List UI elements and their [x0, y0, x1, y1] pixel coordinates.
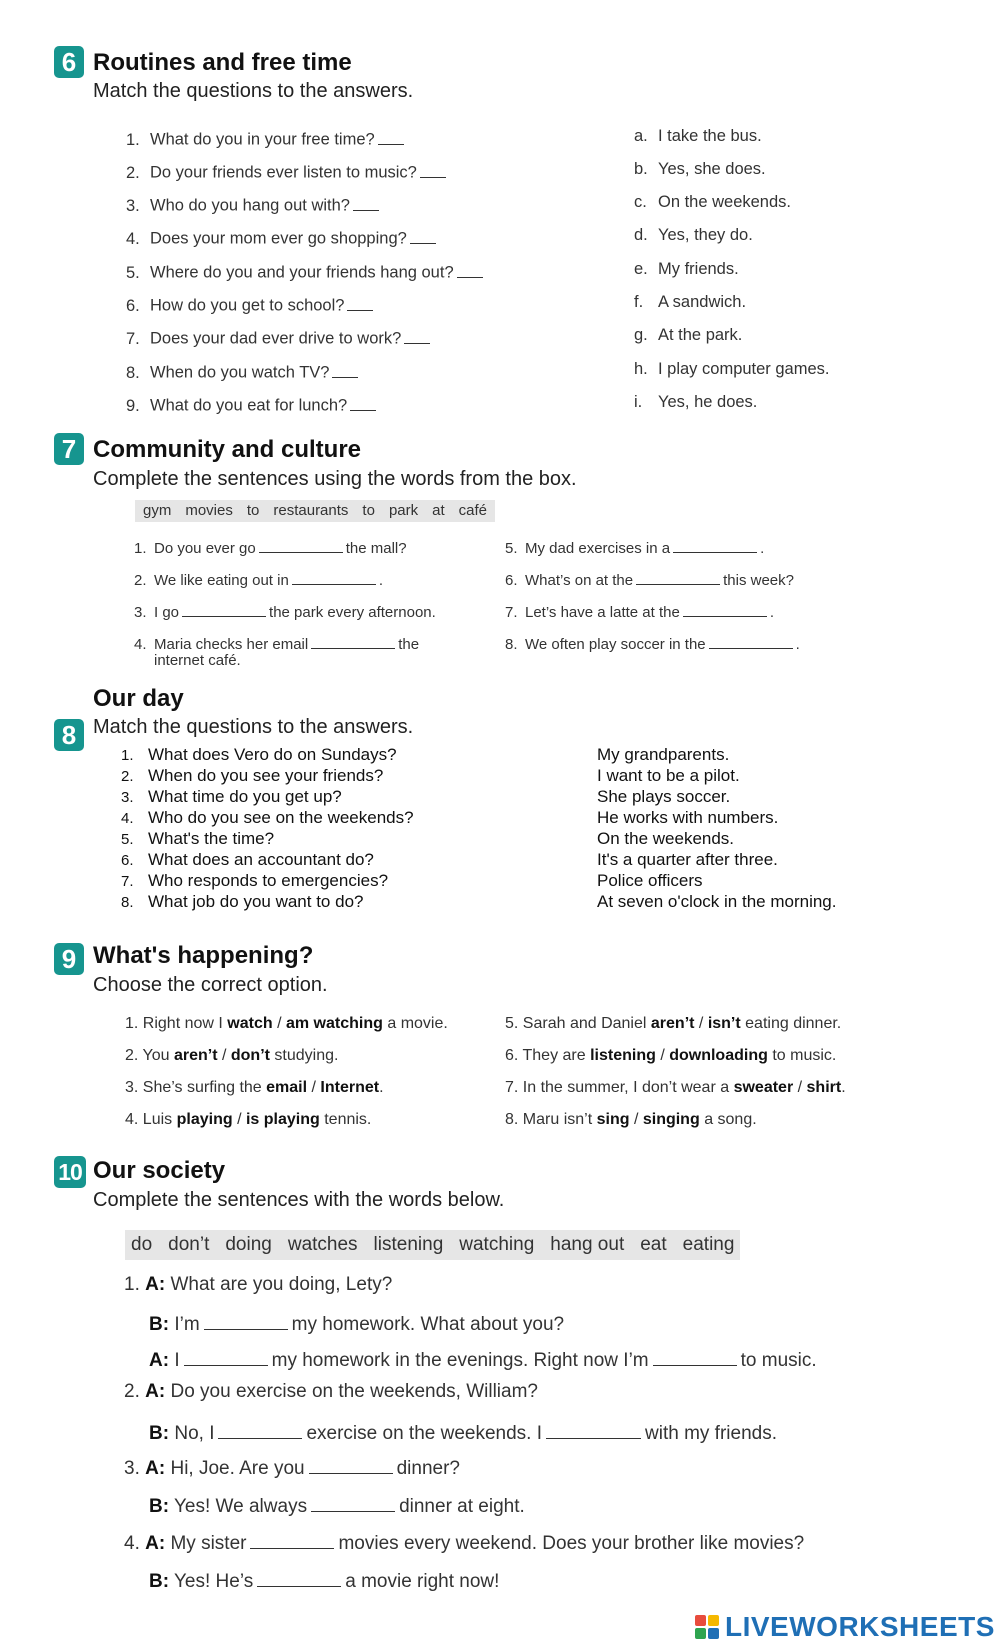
choice-item: 3. She’s surfing the email / Internet.: [125, 1079, 384, 1096]
option-2[interactable]: shirt: [806, 1079, 842, 1096]
match-answer[interactable]: She plays soccer.: [597, 787, 731, 806]
option-2[interactable]: singing: [642, 1111, 700, 1128]
logo-grid-icon: [695, 1615, 719, 1639]
option-1[interactable]: aren’t: [650, 1015, 695, 1032]
answer-blank[interactable]: [347, 293, 373, 311]
dialogue-line: 4. A: My sister movies every weekend. Does your brother like movies?: [124, 1529, 804, 1555]
dialogue-line: B: Yes! He’s a movie right now!: [149, 1567, 499, 1593]
sentence: 3. I go the park every afternoon.: [134, 601, 436, 621]
answer-blank[interactable]: [404, 326, 430, 344]
question: 3. Who do you hang out with?: [126, 193, 382, 216]
section-9-instruction: Choose the correct option.: [93, 974, 328, 996]
answer-blank[interactable]: [683, 601, 767, 617]
sentence: 4. Maria checks her email the: [134, 633, 419, 653]
option-1[interactable]: sweater: [733, 1079, 794, 1096]
section-8-badge: 8: [54, 719, 84, 751]
match-answer[interactable]: Police officers: [597, 871, 703, 890]
answer-blank[interactable]: [204, 1310, 288, 1330]
sentence: 2. We like eating out in .: [134, 569, 383, 589]
match-answer[interactable]: It's a quarter after three.: [597, 850, 778, 869]
word-box: [135, 500, 495, 522]
answer-option: h. I play computer games.: [634, 360, 830, 378]
word-chip: café: [458, 502, 487, 519]
question: 7. Who responds to emergencies?: [121, 871, 389, 890]
section-9-title: What's happening?: [93, 942, 314, 969]
word-chip: watching: [459, 1234, 535, 1255]
answer-blank[interactable]: [311, 1492, 395, 1512]
logo-text: LIVEWORKSHEETS: [725, 1611, 995, 1642]
option-2[interactable]: am watching: [285, 1015, 383, 1032]
question: 3. What time do you get up?: [121, 787, 342, 806]
section-6-badge: 6: [54, 46, 84, 78]
word-chip: doing: [225, 1234, 272, 1255]
answer-blank[interactable]: [636, 569, 720, 585]
match-answer[interactable]: At seven o'clock in the morning.: [597, 892, 837, 911]
match-answer[interactable]: I want to be a pilot.: [597, 766, 740, 785]
choice-item: 2. You aren’t / don’t studying.: [125, 1047, 339, 1064]
match-answer[interactable]: On the weekends.: [597, 829, 735, 848]
answer-blank[interactable]: [218, 1419, 302, 1439]
option-2[interactable]: Internet: [320, 1079, 380, 1096]
choice-item: 8. Maru isn’t sing / singing a song.: [505, 1111, 757, 1128]
section-10-instruction: Complete the sentences with the words below.: [93, 1189, 505, 1211]
question: 8. What job do you want to do?: [121, 892, 364, 911]
choice-item: 6. They are listening / downloading to music.: [505, 1047, 837, 1064]
word-chip: don’t: [168, 1234, 210, 1255]
question: 1. What do you in your free time?: [126, 127, 407, 150]
question: 2. When do you see your friends?: [121, 766, 384, 785]
word-chip: to: [246, 502, 260, 519]
section-7-badge: 7: [54, 433, 84, 465]
answer-option: b. Yes, she does.: [634, 160, 766, 178]
answer-blank[interactable]: [353, 193, 379, 211]
word-chip: to: [362, 502, 375, 519]
word-chip: movies: [185, 502, 233, 519]
sentence: 7. Let’s have a latte at the .: [505, 601, 774, 621]
answer-blank[interactable]: [182, 601, 266, 617]
option-1[interactable]: aren’t: [173, 1047, 218, 1064]
option-2[interactable]: is playing: [245, 1111, 320, 1128]
sentence-continuation: internet café.: [154, 652, 241, 669]
question: 5. What's the time?: [121, 829, 275, 848]
answer-blank[interactable]: [420, 160, 446, 178]
question: 4. Who do you see on the weekends?: [121, 808, 414, 827]
word-chip: eat: [640, 1234, 667, 1255]
word-chip: at: [432, 502, 445, 519]
dialogue-line: B: Yes! We always dinner at eight.: [149, 1492, 525, 1518]
option-1[interactable]: email: [266, 1079, 308, 1096]
word-box: [125, 1230, 740, 1260]
dialogue-line: 1. A: What are you doing, Lety?: [124, 1274, 393, 1295]
match-answer[interactable]: He works with numbers.: [597, 808, 779, 827]
section-6-instruction: Match the questions to the answers.: [93, 80, 414, 102]
answer-blank[interactable]: [546, 1419, 641, 1439]
choice-item: 1. Right now I watch / am watching a movie.: [125, 1015, 448, 1032]
word-chip: eating: [682, 1234, 735, 1255]
section-10-badge: 10: [54, 1156, 86, 1188]
section-10-title: Our society: [93, 1157, 226, 1184]
word-chip: do: [131, 1234, 153, 1255]
answer-blank[interactable]: [709, 633, 793, 649]
dialogue-line: A: I my homework in the evenings. Right now I’m to music.: [149, 1346, 817, 1372]
question: 2. Do your friends ever listen to music?: [126, 160, 449, 183]
answer-blank[interactable]: [332, 360, 358, 378]
answer-option: i. Yes, he does.: [634, 393, 758, 411]
question: 7. Does your dad ever drive to work?: [126, 326, 433, 349]
answer-blank[interactable]: [457, 260, 483, 278]
section-7-instruction: Complete the sentences using the words from the box.: [93, 468, 577, 490]
answer-option: a. I take the bus.: [634, 127, 762, 145]
word-chip: restaurants: [273, 502, 349, 519]
word-chip: gym: [143, 502, 172, 519]
option-2[interactable]: isn’t: [707, 1015, 741, 1032]
sentence: 6. What’s on at the this week?: [505, 569, 794, 589]
dialogue-line: 2. A: Do you exercise on the weekends, William?: [124, 1381, 538, 1402]
answer-blank[interactable]: [350, 393, 376, 411]
question: 6. What does an accountant do?: [121, 850, 374, 869]
answer-blank[interactable]: [257, 1567, 341, 1587]
option-1[interactable]: playing: [176, 1111, 233, 1128]
section-6-title: Routines and free time: [93, 49, 352, 76]
answer-blank[interactable]: [309, 1454, 393, 1474]
option-2[interactable]: downloading: [669, 1047, 768, 1064]
question: 1. What does Vero do on Sundays?: [121, 745, 397, 764]
answer-option: g. At the park.: [634, 326, 743, 344]
question: 6. How do you get to school?: [126, 293, 376, 316]
option-1[interactable]: sing: [596, 1111, 630, 1128]
word-chip: watches: [287, 1234, 358, 1255]
section-7-title: Community and culture: [93, 436, 362, 463]
liveworksheets-logo[interactable]: [695, 1612, 995, 1642]
answer-blank[interactable]: [184, 1346, 268, 1366]
choice-item: 7. In the summer, I don’t wear a sweater / shirt.: [505, 1079, 846, 1096]
answer-option: e. My friends.: [634, 260, 739, 278]
answer-blank[interactable]: [250, 1529, 334, 1549]
section-8-title: Our day: [93, 685, 184, 712]
dialogue-line: B: I’m my homework. What about you?: [149, 1310, 564, 1336]
dialogue-line: 3. A: Hi, Joe. Are you dinner?: [124, 1454, 460, 1480]
option-1[interactable]: watch: [227, 1015, 273, 1032]
word-chip: listening: [373, 1234, 444, 1255]
option-1[interactable]: listening: [590, 1047, 656, 1064]
answer-blank[interactable]: [311, 633, 395, 649]
match-answer[interactable]: My grandparents.: [597, 745, 730, 764]
sentence: 1. Do you ever go the mall?: [134, 537, 407, 557]
answer-option: c. On the weekends.: [634, 193, 791, 211]
word-chip: hang out: [550, 1234, 625, 1255]
section-9-badge: 9: [54, 943, 84, 975]
question: 9. What do you eat for lunch?: [126, 393, 379, 416]
answer-blank[interactable]: [673, 537, 757, 553]
word-chip: park: [388, 502, 419, 519]
question: 4. Does your mom ever go shopping?: [126, 226, 439, 249]
answer-blank[interactable]: [292, 569, 376, 585]
dialogue-line: B: No, I exercise on the weekends. I with my friends.: [149, 1419, 777, 1445]
choice-item: 5. Sarah and Daniel aren’t / isn’t eating dinner.: [505, 1015, 842, 1032]
answer-blank[interactable]: [378, 127, 404, 145]
answer-blank[interactable]: [259, 537, 343, 553]
sentence: 8. We often play soccer in the .: [505, 633, 800, 653]
answer-blank[interactable]: [410, 226, 436, 244]
section-8-instruction: Match the questions to the answers.: [93, 716, 414, 738]
answer-option: f. A sandwich.: [634, 293, 747, 311]
sentence: 5. My dad exercises in a .: [505, 537, 764, 557]
question: 8. When do you watch TV?: [126, 360, 361, 383]
choice-item: 4. Luis playing / is playing tennis.: [125, 1111, 372, 1128]
answer-blank[interactable]: [653, 1346, 737, 1366]
question: 5. Where do you and your friends hang out?: [126, 260, 486, 283]
answer-option: d. Yes, they do.: [634, 226, 753, 244]
option-2[interactable]: don’t: [230, 1047, 270, 1064]
